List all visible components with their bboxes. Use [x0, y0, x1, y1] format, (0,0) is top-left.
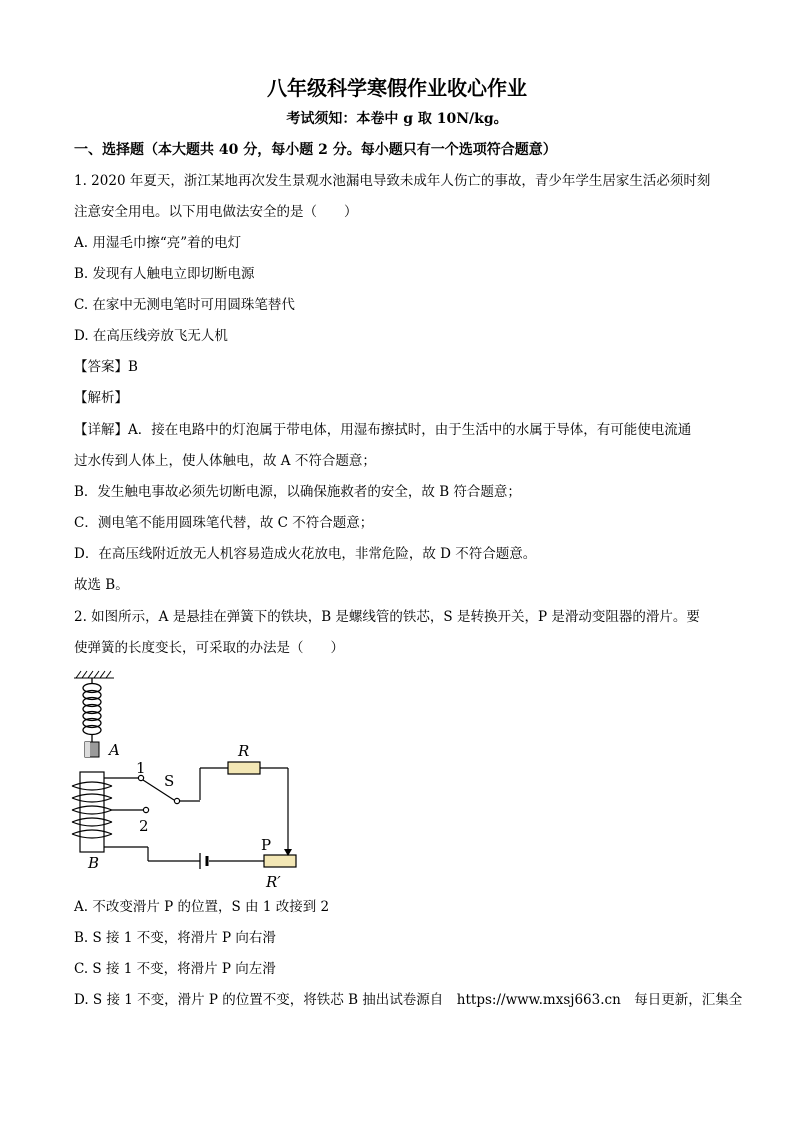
- q1-detail-line5: D．在高压线附近放无人机容易造成火花放电，非常危险，故 D 不符合题意。: [74, 546, 537, 562]
- answer-value: B: [128, 359, 138, 375]
- source-watermark: 试卷源自 https://www.mxsj663.cn 每日更新，汇集全: [389, 992, 743, 1008]
- q1-detail-line1: [74, 421, 691, 439]
- q2-stem-line2: 使弹簧的长度变长，可采取的办法是（ ）: [74, 640, 344, 656]
- q2-option-d-text: D. S 接 1 不变，滑片 P 的位置不变，将铁芯 B 抽出: [74, 992, 390, 1008]
- q1-analysis-tag: 【解析】: [74, 390, 128, 406]
- q1-option-b: B. 发现有人触电立即切断电源: [74, 266, 255, 282]
- battery: [200, 853, 207, 869]
- q2-option-a: A. 不改变滑片 P 的位置，S 由 1 改接到 2: [74, 899, 330, 915]
- section-heading: 一、选择题（本大题共 40 分，每小题 2 分。每小题只有一个选项符合题意）: [74, 142, 557, 158]
- q1-stem-line1: 1. 2020 年夏天，浙江某地再次发生景观水池漏电导致未成年人伤亡的事故，青少年学生居家生活必须时刻: [74, 173, 711, 189]
- rheostat-r-prime: [264, 855, 296, 867]
- q1-detail-line2: 过水传到人体上，使人体触电，故 A 不符合题意；: [74, 453, 376, 469]
- solenoid-core-b: [80, 772, 104, 852]
- label-p: P: [261, 836, 272, 854]
- detail-text: A．接在电路中的灯泡属于带电体，用湿布擦拭时，由于生活中的水属于导体，有可能使电流通: [128, 422, 692, 438]
- exam-notice: 考试须知：本卷中 g 取 10N/kg。: [286, 111, 508, 127]
- label-a: A: [109, 741, 120, 759]
- label-2: 2: [139, 817, 149, 835]
- q2-stem-line1: 2. 如图所示，A 是悬挂在弹簧下的铁块，B 是螺线管的铁芯，S 是转换开关，P 是滑动变阻器的滑片。要: [74, 609, 700, 625]
- q2-option-c: C. S 接 1 不变，将滑片 P 向左滑: [74, 961, 276, 977]
- q1-conclusion: 故选 B。: [74, 577, 129, 593]
- label-1: 1: [136, 759, 146, 777]
- resistor-r: [228, 762, 260, 774]
- ceiling-support: [74, 671, 114, 678]
- page-title: 八年级科学寒假作业收心作业: [267, 76, 527, 100]
- label-r: R: [238, 742, 250, 760]
- q1-option-c: C. 在家中无测电笔时可用圆珠笔替代: [74, 297, 295, 313]
- label-s: S: [164, 772, 175, 790]
- answer-tag: 【答案】: [74, 359, 128, 375]
- q2-option-d: [74, 991, 742, 1009]
- q1-detail-line4: C．测电笔不能用圆珠笔代替，故 C 不符合题意；: [74, 515, 374, 531]
- q1-option-d: D. 在高压线旁放飞无人机: [74, 328, 228, 344]
- label-r-prime: R′: [266, 873, 281, 891]
- circuit-figure: [60, 662, 320, 894]
- q1-answer: [74, 358, 138, 376]
- q1-stem-line2: 注意安全用电。以下用电做法安全的是（ ）: [74, 204, 358, 220]
- q1-detail-line3: B．发生触电事故必须先切断电源，以确保施救者的安全，故 B 符合题意；: [74, 484, 521, 500]
- detail-tag: 【详解】: [74, 422, 128, 438]
- spring: [83, 678, 101, 742]
- q1-option-a: A. 用湿毛巾擦“亮”着的电灯: [74, 235, 242, 251]
- label-b: B: [88, 854, 100, 872]
- q2-option-b: B. S 接 1 不变，将滑片 P 向右滑: [74, 930, 276, 946]
